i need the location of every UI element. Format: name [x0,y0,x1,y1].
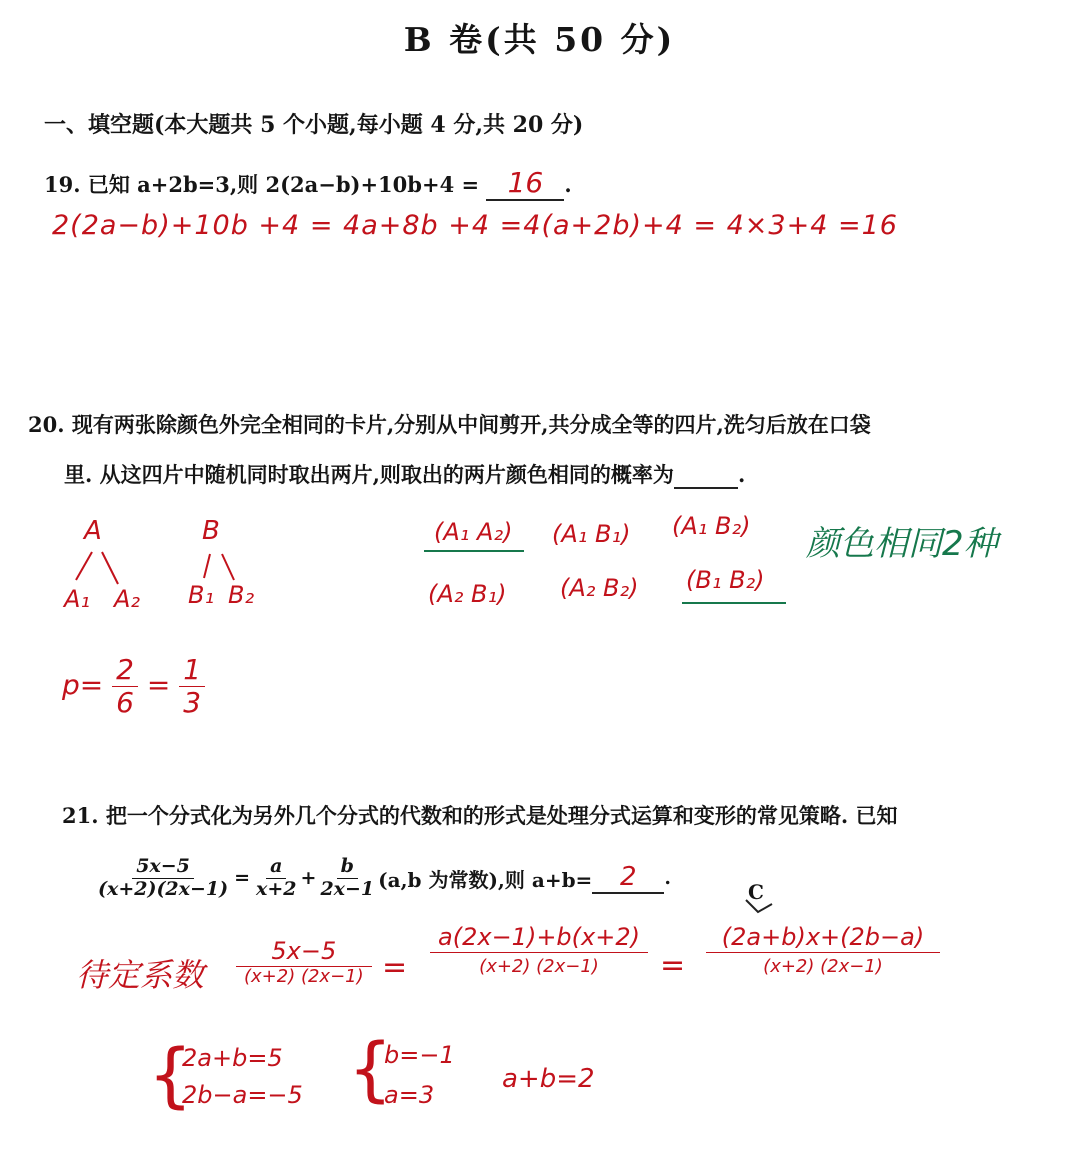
pair-3: (A₁ B₂) [672,512,751,540]
answer-blank-20 [674,462,738,489]
prob-frac-1 [112,654,138,719]
method-label: 待定系数 [76,956,205,994]
given-condition: (a,b 为常数),则 a+b= [378,867,593,892]
pair-5: (A₂ B₂) [560,574,639,602]
given-plus: + [300,867,317,890]
given-frac-a-den: x+2 [256,877,297,900]
given-frac-b [316,856,378,901]
pair-6-underline [682,602,786,604]
system-1-eq-1: 2a+b=5 [182,1044,283,1072]
system-1-eq-2: 2b−a=−5 [182,1081,303,1110]
system-2-eq-2: a=3 [384,1080,435,1109]
question-19 [44,166,572,201]
system-1 [182,1040,303,1114]
system-2-eq-1: b=−1 [384,1041,455,1069]
work-frac-2-den: (x+2) (2x−1) [479,955,599,977]
question-21-end: . [664,867,671,890]
answer-21: 2 [620,862,637,893]
work-frac-1-den: (x+2) (2x−1) [244,965,364,987]
brace-2: { [348,1028,393,1110]
work-frac-3 [710,924,936,977]
work-frac-2 [434,924,644,977]
answer-blank-21 [592,862,664,894]
question-20-line-2-text: 里. 从这四片中随机同时取出两片,则取出的两片颜色相同的概率为 [64,462,674,487]
work-eq-2: = [660,948,686,983]
tree-node-b1: B₁ [188,581,215,609]
answer-19: 16 [507,166,544,199]
tree-node-b: B [202,516,220,546]
prob-num-2: 1 [179,654,205,687]
question-20-line-2 [64,459,745,489]
prob-lhs: p= [62,668,104,702]
prob-den-1: 6 [116,686,134,720]
question-19-prompt: 19. 已知 a+2b=3,则 2(2a−b)+10b+4 = [44,172,480,197]
result-21: a+b=2 [502,1064,595,1094]
work-frac-3-den: (x+2) (2x−1) [763,955,883,977]
question-21-line-1: 21. 把一个分式化为另外几个分式的代数和的形式是处理分式运算和变形的常见策略. 已知 [62,803,898,828]
given-frac-b-den: 2x−1 [320,877,375,900]
prob-frac-2 [179,654,205,719]
mark-c: C [748,880,764,904]
page-title: B 卷(共 50 分) [403,20,676,59]
system-2 [384,1036,455,1115]
work-frac-2-box [434,924,644,977]
pair-1: (A₁ A₂) [434,518,513,546]
given-frac-main-den: (x+2)(2x−1) [98,877,229,900]
given-frac-a [252,856,300,901]
pair-4: (A₂ B₁) [428,580,507,608]
work-frac-3-box [710,924,936,977]
given-eq: = [234,867,251,890]
check-mark-icon [744,898,774,914]
given-frac-main-num: 5x−5 [132,856,194,879]
pair-1-underline [424,550,524,552]
given-frac-a-num: a [266,856,286,879]
work-eq-1: = [382,950,408,985]
tree-node-a2: A₂ [114,585,141,613]
note-same-color: 颜色相同2种 [806,524,998,564]
tree-node-b2: B₂ [228,581,255,609]
question-21-equation [94,856,671,901]
prob-num-1: 2 [112,654,138,687]
probability [62,654,205,719]
tree-node-a1: A₁ [64,585,91,613]
given-frac-b-num: b [337,856,358,879]
work-19: 2(2a−b)+10b +4 = 4a+8b +4 =4(a+2b)+4 = 4×3+4 =16 [52,210,898,241]
question-20-end: . [737,462,746,487]
given-frac-main [94,856,232,901]
work-frac-3-num: (2a+b)x+(2b−a) [706,924,940,953]
section-heading: 一、填空题(本大题共 5 个小题,每小题 4 分,共 20 分) [44,112,584,138]
question-20-line-1: 20. 现有两张除颜色外完全相同的卡片,分别从中间剪开,共分成全等的四片,洗匀后放在口袋 [28,412,871,437]
pair-2: (A₁ B₁) [552,520,631,548]
work-frac-1-num: 5x−5 [236,938,372,967]
pair-6: (B₁ B₂) [686,566,765,594]
work-frac-1 [240,938,368,987]
tree-node-a: A [84,516,102,546]
work-frac-2-num: a(2x−1)+b(x+2) [430,924,648,953]
answer-blank-19 [486,166,564,201]
question-19-end: . [564,172,572,197]
work-frac-1-box [240,938,368,987]
prob-eq: = [146,668,171,702]
brace-1: { [148,1034,193,1116]
prob-den-2: 3 [183,686,202,720]
